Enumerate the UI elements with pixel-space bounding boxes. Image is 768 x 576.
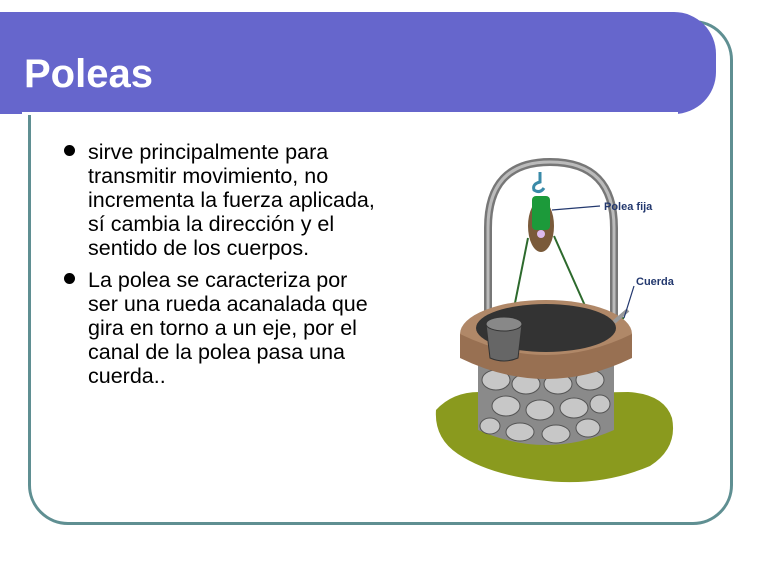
label-polea-fija: Polea fija (604, 201, 653, 213)
bullet-text: La polea se caracteriza por ser una rueda acanalada que gira en torno a un eje, por el canal de la polea pasa una cuerda.. (88, 268, 368, 388)
title-underline (22, 112, 678, 115)
bullet-icon (64, 273, 75, 284)
well-pulley-illustration (428, 148, 692, 504)
label-cuerda: Cuerda (636, 276, 674, 288)
bullet-item (60, 268, 380, 388)
hook-icon (534, 172, 544, 192)
bullet-item (60, 140, 380, 260)
title-bar (0, 12, 716, 114)
bullet-icon (64, 145, 75, 156)
bullet-text: sirve principalmente para transmitir movimiento, no incrementa la fuerza aplicada, sí cambia la dirección y el sentido de los cuerpos. (88, 140, 375, 260)
slide-title: Poleas (24, 52, 153, 96)
bullet-list (60, 140, 380, 396)
